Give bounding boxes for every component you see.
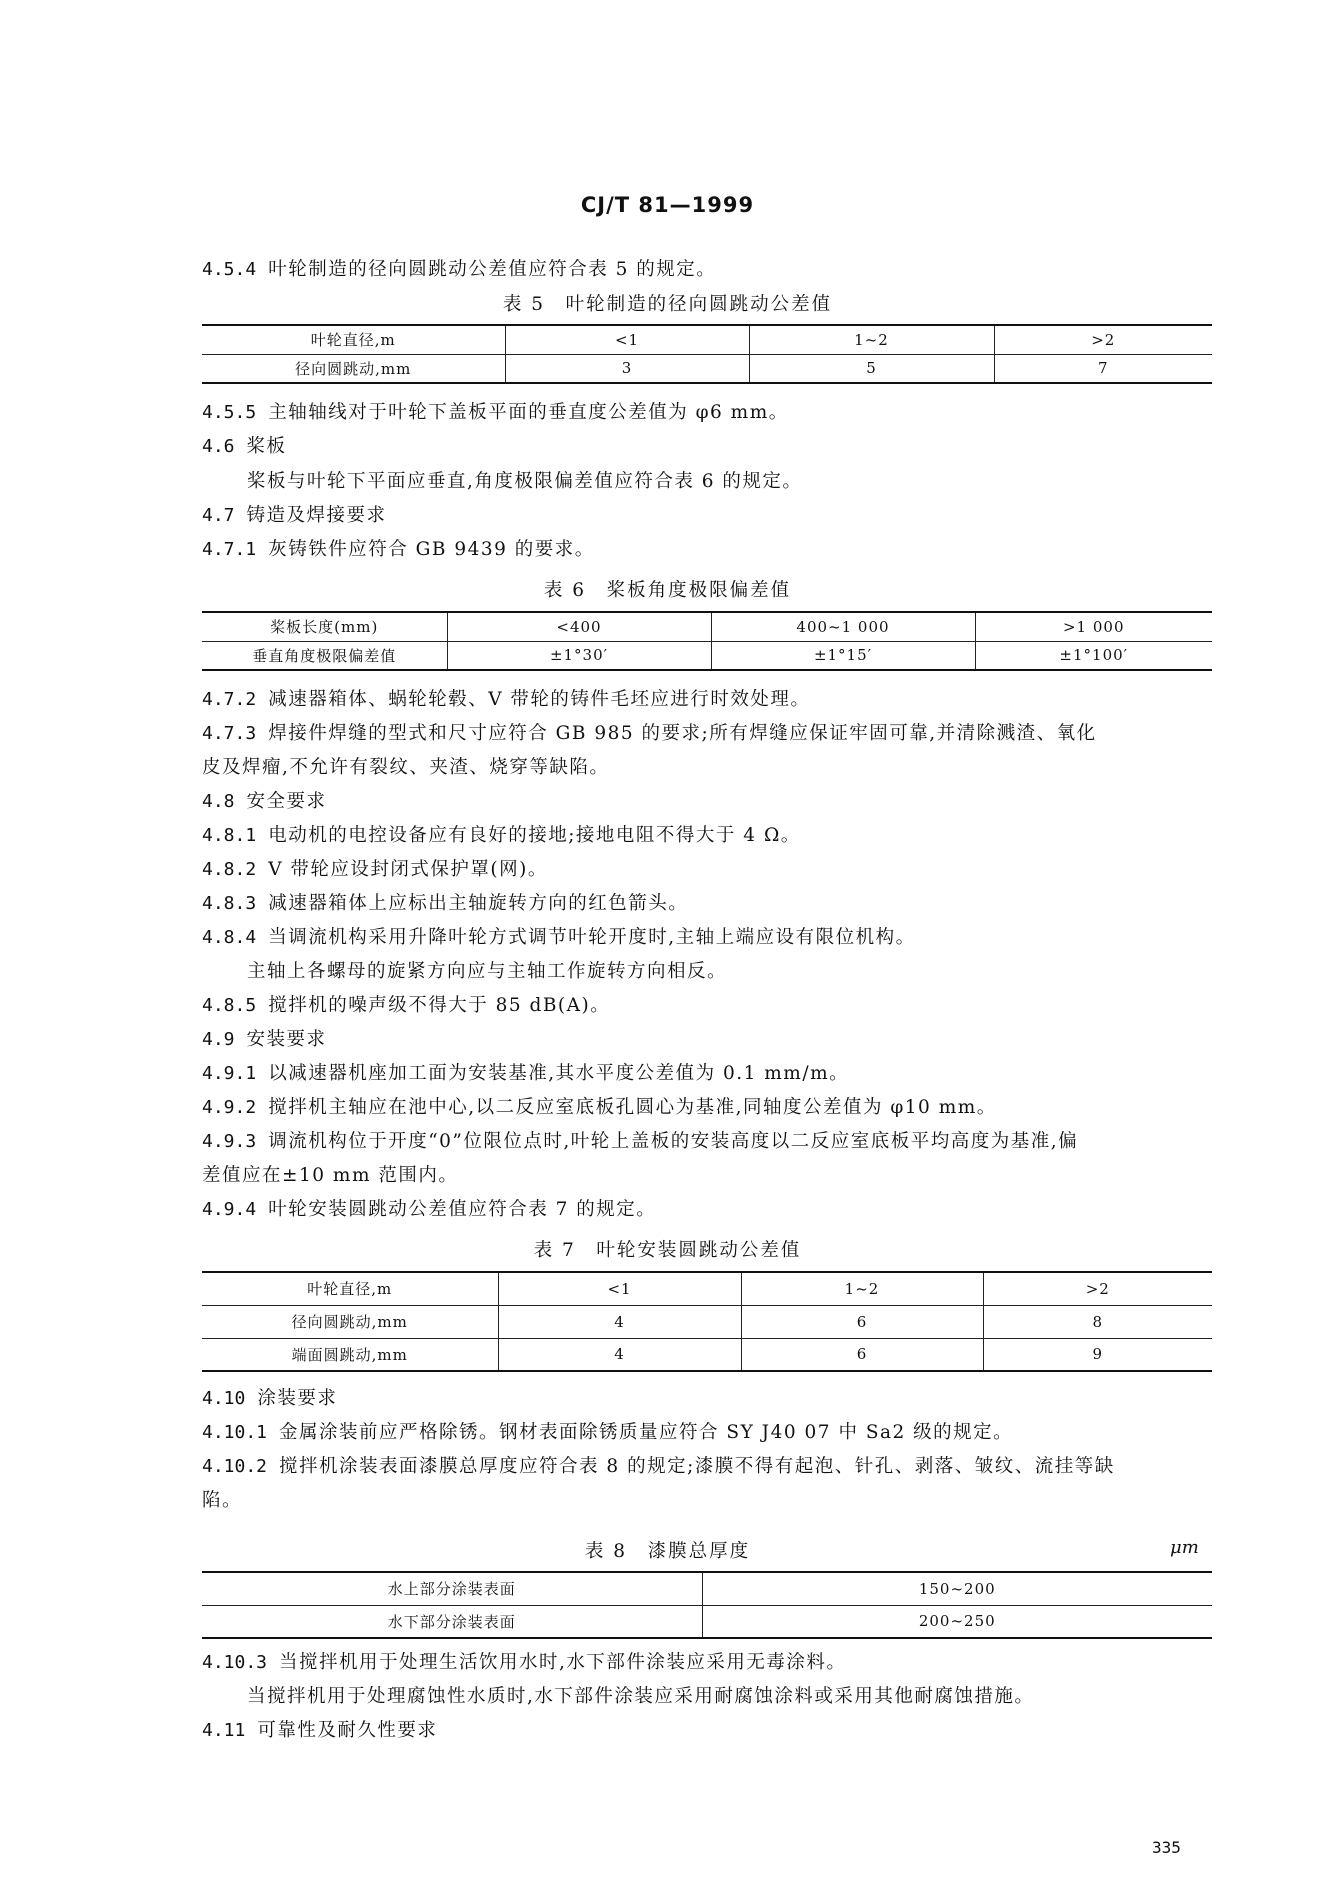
clause-4-5-4: [202, 257, 1212, 283]
clause-4-10-3: [202, 1650, 1212, 1676]
clause-number: 4.7.2: [202, 689, 257, 710]
table-cell: 9: [983, 1338, 1212, 1371]
clause-text: 铸造及焊接要求: [246, 505, 387, 526]
table-row: [202, 1338, 1212, 1371]
table-row: [202, 354, 1212, 383]
clause-text: 叶轮制造的径向圆跳动公差值应符合表 5 的规定。: [268, 259, 717, 280]
clause-4-8-4: [202, 925, 1212, 951]
table-cell: 桨板长度(mm): [202, 612, 447, 641]
clause-text: 当调流机构采用升降叶轮方式调节叶轮开度时,主轴上端应设有限位机构。: [268, 927, 916, 948]
table5: [202, 324, 1212, 384]
clause-4-5-5: [202, 400, 1212, 426]
clause-number: 4.8.2: [202, 859, 257, 880]
clause-4-9-1: [202, 1061, 1212, 1087]
clause-text: 焊接件焊缝的型式和尺寸应符合 GB 985 的要求;所有焊缝应保证牢固可靠,并清除溅渣、氧化: [268, 723, 1097, 744]
page-number: 335: [1152, 1838, 1181, 1857]
clause-text: 搅拌机主轴应在池中心,以二反应室底板孔圆心为基准,同轴度公差值为 φ10 mm。: [268, 1097, 997, 1118]
clause-number: 4.9.1: [202, 1063, 257, 1084]
clause-4-7-3: [202, 721, 1212, 747]
clause-number: 4.9.2: [202, 1097, 257, 1118]
clause-4-10-1: [202, 1420, 1212, 1446]
clause-number: 4.8.1: [202, 825, 257, 846]
clause-text: 主轴轴线对于叶轮下盖板平面的垂直度公差值为 φ6 mm。: [268, 402, 789, 423]
table-cell: <1: [498, 1272, 741, 1305]
clause-number: 4.8: [202, 791, 235, 812]
clause-4-9-2: [202, 1095, 1212, 1121]
clause-4-7-1: [202, 537, 1212, 563]
clause-4-8-4-cont: 主轴上各螺母的旋紧方向应与主轴工作旋转方向相反。: [247, 961, 728, 982]
table-cell: 1~2: [741, 1272, 983, 1305]
clause-text: 调流机构位于开度“0”位限位点时,叶轮上盖板的安装高度以二反应室底板平均高度为基准,偏: [268, 1131, 1079, 1152]
clause-number: 4.6: [202, 436, 235, 457]
clause-number: 4.5.4: [202, 259, 257, 280]
clause-number: 4.7: [202, 505, 235, 526]
table-cell: 6: [741, 1305, 983, 1338]
table7: [202, 1271, 1212, 1372]
clause-4-10: [202, 1386, 1212, 1412]
table-cell: 200~250: [702, 1605, 1212, 1638]
table-cell: 150~200: [702, 1572, 1212, 1605]
table8-unit: μm: [1170, 1537, 1199, 1558]
table-cell: 1~2: [749, 325, 994, 354]
clause-4-7-2: [202, 687, 1212, 713]
clause-number: 4.8.4: [202, 927, 257, 948]
table-cell: 水下部分涂装表面: [202, 1605, 702, 1638]
clause-4-8-1: [202, 823, 1212, 849]
clause-number: 4.7.3: [202, 723, 257, 744]
clause-4-8-5: [202, 993, 1212, 1019]
table-cell: 3: [505, 354, 749, 383]
table-cell: <1: [505, 325, 749, 354]
clause-text: 减速器箱体、蜗轮轮毂、V 带轮的铸件毛坯应进行时效处理。: [268, 689, 811, 710]
clause-4-10-3-cont: 当搅拌机用于处理腐蚀性水质时,水下部件涂装应采用耐腐蚀涂料或采用其他耐腐蚀措施。: [247, 1686, 1035, 1707]
clause-text: 安装要求: [246, 1029, 327, 1050]
clause-text: 叶轮安装圆跳动公差值应符合表 7 的规定。: [268, 1199, 657, 1220]
clause-text: 搅拌机涂装表面漆膜总厚度应符合表 8 的规定;漆膜不得有起泡、针孔、剥落、皱纹、流挂等缺: [279, 1456, 1115, 1477]
table-row: [202, 612, 1212, 641]
table-cell: 垂直角度极限偏差值: [202, 641, 447, 670]
table-cell: 4: [498, 1305, 741, 1338]
table-cell: 400~1 000: [711, 612, 975, 641]
table7-caption: 表 7 叶轮安装圆跳动公差值: [533, 1240, 802, 1261]
table5-caption: 表 5 叶轮制造的径向圆跳动公差值: [502, 294, 833, 315]
table-row: [202, 325, 1212, 354]
table8-caption: 表 8 漆膜总厚度: [584, 1541, 751, 1562]
clause-4-10-2: [202, 1454, 1212, 1480]
table-cell: 7: [994, 354, 1212, 383]
table-row: [202, 1605, 1212, 1638]
table-cell: ±1°100′: [975, 641, 1212, 670]
clause-number: 4.9.3: [202, 1131, 257, 1152]
clause-4-8-2: [202, 857, 1212, 883]
clause-4-7-3-cont: 皮及焊瘤,不允许有裂纹、夹渣、烧穿等缺陷。: [202, 757, 610, 778]
table-cell: 端面圆跳动,mm: [202, 1338, 498, 1371]
clause-4-8-3: [202, 891, 1212, 917]
table-cell: >2: [994, 325, 1212, 354]
table-cell: 径向圆跳动,mm: [202, 354, 505, 383]
clause-4-8: [202, 789, 1212, 815]
table-cell: >2: [983, 1272, 1212, 1305]
table-cell: 径向圆跳动,mm: [202, 1305, 498, 1338]
clause-text: 灰铸铁件应符合 GB 9439 的要求。: [268, 539, 595, 560]
table6: [202, 611, 1212, 671]
clause-text: 搅拌机的噪声级不得大于 85 dB(A)。: [268, 995, 611, 1016]
table-cell: 4: [498, 1338, 741, 1371]
clause-number: 4.5.5: [202, 402, 257, 423]
clause-text: V 带轮应设封闭式保护罩(网)。: [268, 859, 548, 880]
clause-number: 4.10.2: [202, 1456, 268, 1477]
clause-text: 可靠性及耐久性要求: [257, 1720, 438, 1741]
table-row: [202, 1572, 1212, 1605]
clause-4-9: [202, 1027, 1212, 1053]
table-cell: 8: [983, 1305, 1212, 1338]
clause-4-6: [202, 434, 1212, 460]
clause-4-10-2-cont: 陷。: [202, 1490, 243, 1511]
clause-number: 4.9: [202, 1029, 235, 1050]
table-cell: ±1°30′: [447, 641, 711, 670]
table-cell: >1 000: [975, 612, 1212, 641]
table8: [202, 1571, 1212, 1639]
table-cell: 叶轮直径,m: [202, 1272, 498, 1305]
table6-caption: 表 6 桨板角度极限偏差值: [543, 580, 792, 601]
table-cell: 5: [749, 354, 994, 383]
paragraph-4-6: 桨板与叶轮下平面应垂直,角度极限偏差值应符合表 6 的规定。: [247, 471, 803, 492]
clause-4-9-4: [202, 1197, 1212, 1223]
table-row: [202, 1305, 1212, 1338]
clause-text: 桨板: [246, 436, 287, 457]
clause-number: 4.9.4: [202, 1199, 257, 1220]
clause-number: 4.10: [202, 1388, 246, 1409]
table-cell: ±1°15′: [711, 641, 975, 670]
clause-4-11: [202, 1718, 1212, 1744]
table-cell: 6: [741, 1338, 983, 1371]
table-row: [202, 1272, 1212, 1305]
clause-4-9-3-cont: 差值应在±10 mm 范围内。: [202, 1165, 459, 1186]
clause-4-9-3: [202, 1129, 1212, 1155]
clause-number: 4.8.3: [202, 893, 257, 914]
clause-text: 减速器箱体上应标出主轴旋转方向的红色箭头。: [268, 893, 689, 914]
clause-number: 4.10.3: [202, 1652, 268, 1673]
clause-number: 4.10.1: [202, 1422, 268, 1443]
clause-number: 4.7.1: [202, 539, 257, 560]
clause-text: 金属涂装前应严格除锈。钢材表面除锈质量应符合 SY J40 07 中 Sa2 级的规定。: [279, 1422, 1014, 1443]
table-cell: 水上部分涂装表面: [202, 1572, 702, 1605]
clause-number: 4.8.5: [202, 995, 257, 1016]
clause-text: 电动机的电控设备应有良好的接地;接地电阻不得大于 4 Ω。: [268, 825, 801, 846]
table-cell: <400: [447, 612, 711, 641]
table-cell: 叶轮直径,m: [202, 325, 505, 354]
clause-text: 以减速器机座加工面为安装基准,其水平度公差值为 0.1 mm/m。: [268, 1063, 850, 1084]
clause-number: 4.11: [202, 1720, 246, 1741]
standard-code-header: CJ/T 81—1999: [580, 193, 755, 217]
clause-text: 当搅拌机用于处理生活饮用水时,水下部件涂装应采用无毒涂料。: [279, 1652, 847, 1673]
table-row: [202, 641, 1212, 670]
clause-4-7: [202, 503, 1212, 529]
clause-text: 涂装要求: [257, 1388, 338, 1409]
clause-text: 安全要求: [246, 791, 327, 812]
